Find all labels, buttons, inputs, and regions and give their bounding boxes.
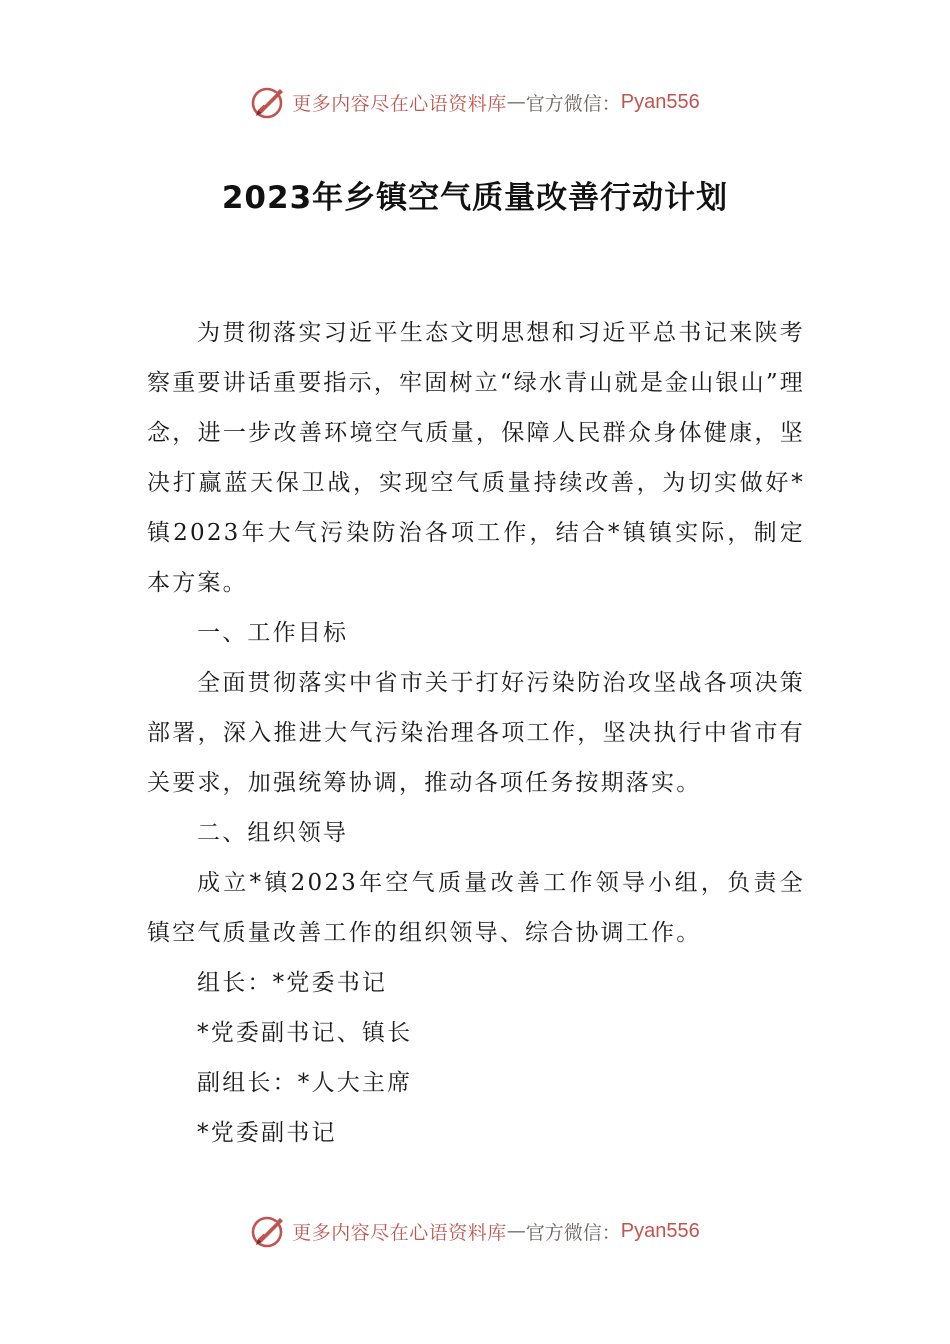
quill-pen-logo-icon xyxy=(250,1212,288,1250)
deputy-leader-line: *党委副书记 xyxy=(197,1120,337,1146)
watermark-wechat-label: 官方微信： xyxy=(525,92,621,115)
paragraph-goals: 全面贯彻落实中省市关于打好污染防治攻坚战各项决策部署，深入推进大气污染治理各项工作，坚决执行中省市有关要求，加强统筹协调，推动各项任务按期落实。 xyxy=(147,670,805,796)
section-heading-goals: 一、工作目标 xyxy=(197,620,349,646)
document-title: 2023年乡镇空气质量改善行动计划 xyxy=(221,180,729,216)
watermark-site-text: 更多内容尽在心语资料库 xyxy=(292,92,507,115)
paragraph-intro: 为贯彻落实习近平生态文明思想和习近平总书记来陕考察重要讲话重要指示，牢固树立“绿水青山就是金山银山”理念，进一步改善环境空气质量，保障人民群众身体健康，坚决打赢蓝天保卫战，实现空气质量持续改善，为切实做好*镇2023年大气污染防治各项工作，结合*镇镇实际，制定本方案。 xyxy=(147,320,805,596)
quill-pen-logo-icon xyxy=(250,83,288,121)
leader-line: 组长：*党委书记 xyxy=(197,970,388,996)
watermark-wechat-label: 官方微信： xyxy=(525,1221,621,1244)
watermark-separator: — xyxy=(506,1220,526,1242)
document-body xyxy=(147,308,805,1158)
paragraph-organization: 成立*镇2023年空气质量改善工作领导小组，负责全镇空气质量改善工作的组织领导、综合协调工作。 xyxy=(147,870,805,946)
watermark-banner-bottom xyxy=(0,1209,950,1253)
watermark-wechat-id: Pyan556 xyxy=(620,1219,700,1242)
section-heading-organization: 二、组织领导 xyxy=(197,820,349,846)
watermark-site-text: 更多内容尽在心语资料库 xyxy=(292,1221,507,1244)
watermark-banner-top xyxy=(0,80,950,124)
leader-line: *党委副书记、镇长 xyxy=(197,1020,413,1046)
watermark-wechat-id: Pyan556 xyxy=(620,90,700,113)
deputy-leader-line: 副组长：*人大主席 xyxy=(197,1070,413,1096)
watermark-separator: — xyxy=(506,91,526,113)
